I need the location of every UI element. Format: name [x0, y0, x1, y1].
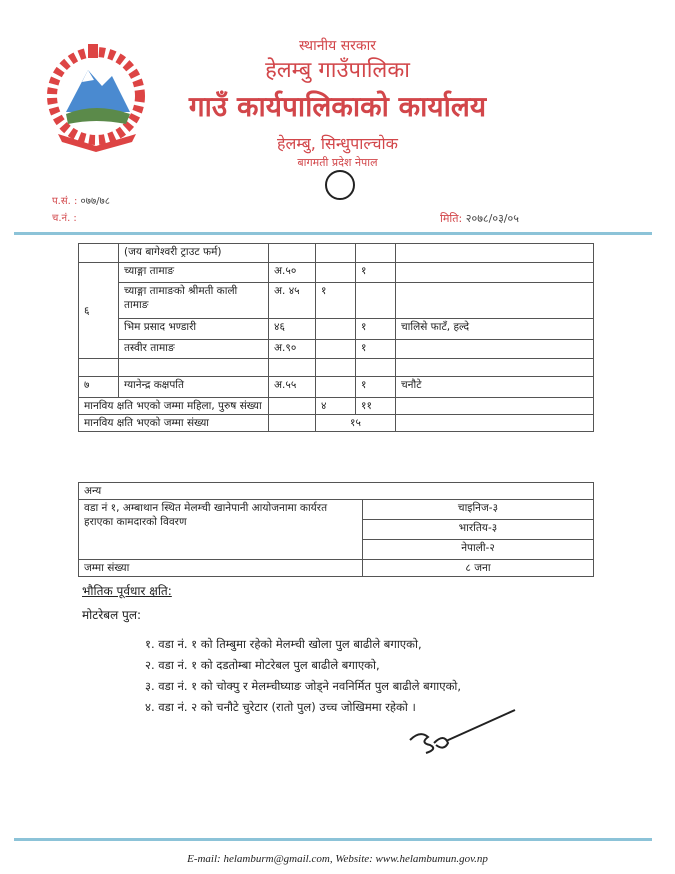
office-stamp: [300, 170, 380, 240]
cell-age: [269, 398, 316, 415]
table-row: [79, 244, 594, 263]
footer-contact: E-mail: helamburm@gmail.com, Website: www.helambumun.gov.np: [187, 853, 488, 865]
cell-female: [316, 263, 356, 283]
list-item: ३. वडा नं. १ को चोक्पु र मेलम्चीघ्याङ जोड्ने नवनिर्मित पुल बाढीले बगाएको,: [145, 679, 462, 693]
province: बागमती प्रदेश नेपाल: [297, 156, 378, 169]
total-female: ४: [316, 398, 356, 415]
cell-no: [79, 244, 119, 263]
others-total-label: जम्मा संख्या: [79, 560, 363, 577]
cell-age: अ.५५: [269, 377, 316, 398]
cell-male: १: [356, 263, 396, 283]
table-row: [79, 263, 594, 283]
cell-remarks: चालिसे फाटँ, हल्दे: [396, 319, 594, 340]
casualty-table: [78, 243, 594, 432]
others-title: अन्य: [79, 483, 594, 500]
cell-female: [316, 244, 356, 263]
table-row: [79, 377, 594, 398]
cell-male: १: [356, 377, 396, 398]
table-row: [79, 359, 594, 377]
table-row: [79, 319, 594, 340]
cell-female: [316, 319, 356, 340]
others-item: चाइनिज-३: [363, 500, 594, 520]
infrastructure-heading: भौतिक पूर्वधार क्षति:: [82, 584, 172, 598]
list-item: १. वडा नं. १ को तिम्बुमा रहेको मेलम्ची खोला पुल बाढीले बगाएको,: [145, 637, 422, 651]
table-row: [79, 340, 594, 359]
cell-female: [316, 340, 356, 359]
cell-age: [269, 359, 316, 377]
signature: [400, 705, 520, 755]
cell-name: तस्वीर तामाङ: [119, 340, 269, 359]
table-row: [79, 283, 594, 319]
cell-male: [356, 283, 396, 319]
municipality-name: हेलम्बु गाउँपालिका: [265, 58, 410, 83]
cell-male: १: [356, 340, 396, 359]
cell-no: ६: [79, 263, 119, 359]
cell-name: ग्यानेन्द्र कक्षपति: [119, 377, 269, 398]
total-count: १५: [316, 415, 396, 432]
total-gender-label: मानविय क्षति भएको जम्मा महिला, पुरुष संख्या: [79, 398, 269, 415]
address: हेलम्बु, सिन्धुपाल्चोक: [277, 134, 398, 153]
cell-age: [269, 244, 316, 263]
list-item: ४. वडा नं. २ को चनौटे चुरेटार (रातो पुल) उच्च जोखिममा रहेको ।: [145, 700, 416, 714]
total-label: मानविय क्षति भएको जम्मा संख्या: [79, 415, 269, 432]
cell-age: [269, 415, 316, 432]
cell-remarks: [396, 263, 594, 283]
cell-age: अ.५०: [269, 263, 316, 283]
table-row: [79, 415, 594, 432]
bridge-subheading: मोटरेबल पुल:: [82, 608, 142, 622]
cell-name: च्याङ्गा तामाङ: [119, 263, 269, 283]
cell-remarks: [396, 415, 594, 432]
office-name: गाउँ कार्यपालिकाको कार्यालय: [188, 90, 487, 123]
reference-number: प.सं. : ०७७/७८: [52, 196, 110, 207]
cell-remarks: [396, 340, 594, 359]
cell-female: १: [316, 283, 356, 319]
date: मिति: २०७८/०३/०५: [440, 212, 519, 225]
footer-rule: [14, 838, 652, 841]
cell-male: [356, 244, 396, 263]
header-rule: [14, 232, 652, 235]
cell-remarks: [396, 244, 594, 263]
others-description: वडा नं १, अम्बाथान स्थित मेलम्ची खानेपानी आयोजनामा कार्यरत हराएका कामदारको विवरण: [79, 500, 363, 560]
cell-name: च्याङ्गा तामाङको श्रीमती काली तामाङ: [119, 283, 269, 319]
cell-male: १: [356, 319, 396, 340]
cell-remarks: [396, 283, 594, 319]
list-item: २. वडा नं. १ को दडतोम्बा मोटरेबल पुल बाढीले बगाएको,: [145, 658, 380, 672]
cell-remarks: [396, 359, 594, 377]
others-item: नेपाली-२: [363, 540, 594, 560]
government-label: स्थानीय सरकार: [299, 38, 376, 54]
cell-remarks: चनौटे: [396, 377, 594, 398]
cell-age: अ. ४५: [269, 283, 316, 319]
cell-no: ७: [79, 377, 119, 398]
total-male: ११: [356, 398, 396, 415]
cell-name: भिम प्रसाद भण्डारी: [119, 319, 269, 340]
others-item: भारतिय-३: [363, 520, 594, 540]
cell-age: ४६: [269, 319, 316, 340]
table-row: [79, 398, 594, 415]
cell-no: [79, 359, 119, 377]
cell-age: अ.९०: [269, 340, 316, 359]
cell-remarks: [396, 398, 594, 415]
others-table: [78, 482, 594, 577]
dispatch-number: च.नं. :: [52, 213, 77, 224]
cell-female: [316, 359, 356, 377]
cell-male: [356, 359, 396, 377]
cell-name: (जय बागेश्वरी ट्राउट फर्म): [119, 244, 269, 263]
others-total: ८ जना: [363, 560, 594, 577]
cell-female: [316, 377, 356, 398]
cell-name: [119, 359, 269, 377]
